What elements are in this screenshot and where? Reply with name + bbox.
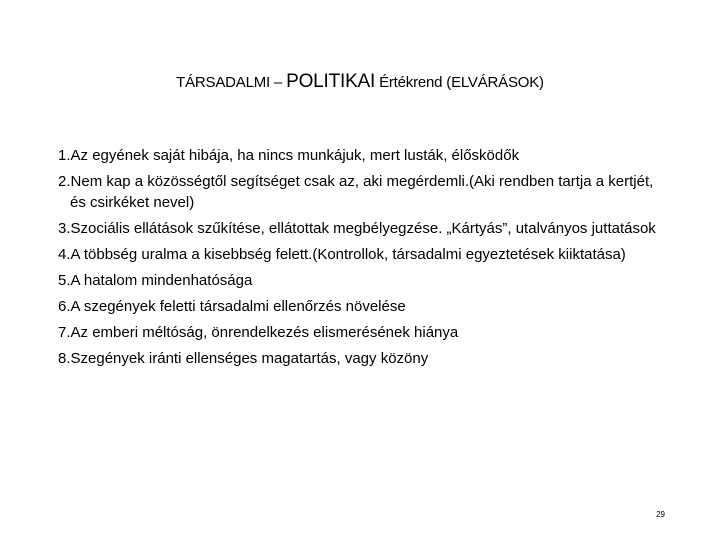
list-item — [58, 296, 668, 317]
item-text: Szociális ellátások szűkítése, ellátottak megbélyegzése. „Kártyás”, utalványos juttatások — [70, 220, 656, 237]
item-number: 2. — [58, 173, 71, 190]
values-list — [58, 145, 668, 374]
item-text: Nem kap a közösségtől segítséget csak az, aki megérdemli.(Aki rendben tartja a kertjét, és csirkéket nevel) — [70, 173, 654, 211]
item-number: 1. — [58, 147, 71, 164]
item-number: 8. — [58, 350, 71, 367]
title-part-1: TÁRSADALMI – — [176, 74, 287, 91]
item-text: Az egyének saját hibája, ha nincs munkájuk, mert lusták, élősködők — [70, 147, 520, 164]
item-text: Szegények iránti ellenséges magatartás, vagy közöny — [70, 350, 429, 367]
item-number: 6. — [58, 298, 71, 315]
item-text: A szegények feletti társadalmi ellenőrzés növelése — [70, 298, 406, 315]
title-part-3: Értékrend (ELVÁRÁSOK) — [375, 74, 544, 91]
title-part-2: POLITIKAI — [286, 71, 376, 92]
list-item — [58, 244, 668, 265]
list-item — [58, 171, 668, 213]
item-number: 7. — [58, 324, 71, 341]
item-number: 5. — [58, 272, 71, 289]
slide-title — [0, 70, 720, 95]
item-text: A többség uralma a kisebbség felett.(Kontrollok, társadalmi egyeztetések kiiktatása) — [70, 246, 626, 263]
item-number: 4. — [58, 246, 71, 263]
list-item — [58, 218, 668, 239]
list-item — [58, 145, 668, 166]
item-number: 3. — [58, 220, 71, 237]
list-item — [58, 322, 668, 343]
item-text: A hatalom mindenhatósága — [70, 272, 253, 289]
item-text: Az emberi méltóság, önrendelkezés elismerésének hiánya — [70, 324, 459, 341]
page-number: 29 — [656, 510, 665, 519]
list-item — [58, 348, 668, 369]
list-item — [58, 270, 668, 291]
